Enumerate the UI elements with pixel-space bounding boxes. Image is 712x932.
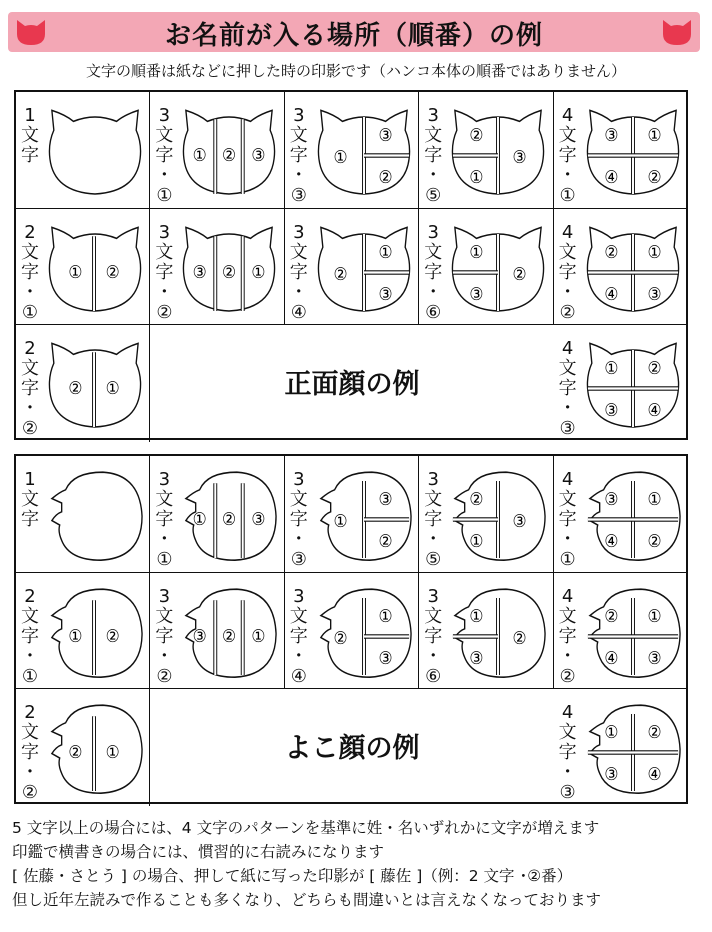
slot-number: ②: [469, 489, 484, 510]
label-char: ・: [424, 645, 443, 667]
slot-number: ①: [469, 167, 484, 188]
slot-number: ④: [604, 283, 619, 304]
slot-number: ②: [512, 263, 527, 285]
pattern-cell: [150, 573, 284, 690]
label-char: 3: [293, 105, 305, 126]
front-cat-face-icon: [554, 325, 688, 442]
pattern-cell: [554, 573, 688, 690]
front-cat-face-icon: [419, 92, 553, 209]
label-char: ③: [559, 782, 576, 804]
slot-number: ①: [604, 722, 619, 743]
slot-number: ①: [469, 241, 484, 263]
slot-number: ④: [647, 400, 662, 421]
label-char: 文: [424, 241, 443, 263]
slot-number: ①: [647, 241, 662, 263]
front-cat-face-icon: [554, 209, 688, 326]
label-char: ・: [289, 281, 308, 303]
pattern-cell: [285, 573, 419, 690]
side-caption: よこ顔の例: [284, 733, 420, 764]
label-char: ②: [21, 782, 39, 804]
slot-number: ①: [105, 742, 120, 763]
label-char: 4: [561, 338, 574, 360]
pattern-cell: [554, 209, 688, 326]
label-char: 文: [558, 489, 577, 510]
label-char: 字: [21, 261, 39, 283]
slot-number: ③: [192, 625, 208, 646]
label-char: ・: [558, 762, 577, 784]
slot-number: ①: [469, 531, 484, 552]
label-char: 文: [21, 125, 39, 146]
pattern-cell: [285, 209, 419, 326]
side-cat-face-icon: [554, 573, 688, 690]
slot-number: ③: [647, 647, 662, 668]
label-char: 2: [24, 585, 36, 607]
pattern-cell: [419, 456, 553, 573]
slot-number: ③: [647, 283, 662, 304]
label-char: ・: [21, 281, 39, 303]
label-char: ①: [21, 665, 39, 687]
pattern-cell: [150, 92, 284, 209]
slot-number: ③: [604, 489, 619, 510]
label-char: 字: [558, 509, 577, 530]
side-cat-face-icon: [554, 689, 688, 806]
slot-number: ①: [333, 147, 348, 168]
slot-number: ①: [378, 241, 393, 263]
slot-number: ①: [604, 358, 619, 379]
label-char: ・: [424, 529, 443, 550]
label-char: 2: [24, 338, 36, 360]
side-cat-face-icon: [16, 573, 150, 690]
side-cat-face-icon: [419, 573, 553, 690]
label-char: ②: [156, 301, 173, 323]
note-line: 5 文字以上の場合には、4 文字のパターンを基準に姓・名いずれかに文字が増えます: [12, 819, 600, 837]
page-title: お名前が入る場所（順番）の例: [164, 21, 543, 51]
label-char: 文: [558, 358, 577, 380]
label-char: 2: [24, 702, 36, 724]
slot-number: ①: [647, 605, 662, 627]
label-char: ①: [21, 301, 39, 323]
label-char: 文: [155, 605, 174, 627]
slot-number: ②: [222, 145, 237, 166]
label-char: ③: [290, 549, 307, 570]
slot-number: ②: [647, 167, 662, 188]
label-char: ④: [290, 665, 307, 687]
front-caption: 正面顔の例: [284, 369, 420, 400]
label-char: ①: [559, 549, 576, 570]
slot-number: ②: [68, 378, 83, 399]
slot-number: ③: [604, 125, 619, 146]
slot-number: ②: [105, 261, 120, 282]
pattern-cell: [285, 456, 419, 573]
front-cat-face-icon: [285, 209, 419, 326]
front-face-grid: [14, 90, 688, 440]
slot-number: ①: [469, 605, 484, 627]
slot-number: ①: [251, 261, 266, 282]
label-char: 文: [21, 241, 39, 263]
label-char: 文: [21, 722, 39, 744]
label-char: 文: [558, 722, 577, 744]
pattern-cell: [419, 209, 553, 326]
pattern-cell: [150, 456, 284, 573]
slot-number: ②: [647, 358, 662, 379]
slot-number: ③: [512, 511, 527, 532]
label-char: ・: [558, 529, 577, 550]
side-face-grid: [14, 454, 688, 804]
pattern-cell: [16, 209, 150, 326]
slot-number: ③: [378, 489, 393, 510]
label-char: ・: [155, 165, 174, 186]
slot-number: ②: [222, 509, 237, 530]
slot-number: ③: [251, 145, 266, 166]
label-char: ②: [559, 301, 576, 323]
slot-number: ②: [333, 263, 348, 285]
label-char: 文: [289, 605, 308, 627]
label-char: ・: [424, 281, 443, 303]
label-char: 3: [427, 585, 439, 607]
label-char: 3: [158, 585, 171, 607]
label-char: ①: [156, 185, 173, 206]
slot-number: ③: [192, 261, 208, 282]
label-char: 3: [293, 221, 305, 243]
note-line: [ 佐藤・さとう ] の場合、押して紙に写った印影が [ 藤佐 ]（例：2 文字 ･②番）: [12, 867, 573, 885]
front-cat-face-icon: [554, 92, 688, 209]
slot-number: ②: [512, 627, 527, 649]
side-cat-face-icon: [419, 456, 553, 573]
label-char: 文: [558, 241, 577, 263]
slot-number: ②: [469, 125, 484, 146]
slot-number: ①: [251, 625, 266, 646]
label-char: 文: [289, 125, 308, 146]
label-char: ・: [558, 645, 577, 667]
label-char: 3: [427, 221, 439, 243]
side-cat-face-icon: [285, 573, 419, 690]
label-char: 文: [155, 489, 174, 510]
pattern-cell: [16, 456, 150, 573]
label-char: ⑥: [425, 301, 442, 323]
label-char: 文: [289, 489, 308, 510]
slot-number: ①: [105, 378, 120, 399]
label-char: 文: [289, 241, 308, 263]
label-char: 3: [158, 469, 171, 490]
label-char: 字: [289, 145, 308, 166]
label-char: 字: [558, 261, 577, 283]
label-char: 4: [561, 469, 574, 490]
label-char: ・: [155, 281, 174, 303]
slot-number: ①: [647, 489, 662, 510]
side-cat-face-icon: [16, 456, 150, 573]
label-char: ②: [21, 418, 39, 440]
label-char: ④: [290, 301, 307, 323]
notes: [12, 816, 708, 912]
label-char: ・: [289, 529, 308, 550]
label-char: 字: [558, 742, 577, 764]
slot-number: ②: [333, 627, 348, 649]
pattern-cell: [16, 92, 150, 209]
pattern-cell: [419, 573, 553, 690]
note-line: 但し近年左読みで作ることも多くなり、どちらも間違いとは言えなくなっております: [12, 891, 602, 909]
label-char: 字: [424, 625, 443, 647]
pattern-cell: [419, 92, 553, 209]
pattern-cell: [16, 689, 150, 806]
slot-number: ②: [378, 167, 393, 188]
label-char: 1: [24, 469, 36, 490]
label-char: 字: [424, 261, 443, 283]
slot-number: ③: [378, 283, 393, 304]
label-char: 文: [424, 125, 443, 146]
front-cat-face-icon: [150, 92, 284, 209]
label-char: 1: [24, 105, 36, 126]
label-char: 4: [561, 105, 574, 126]
cat-face-icon: [660, 17, 694, 47]
subtitle: 文字の順番は紙などに押した時の印影です（ハンコ本体の順番ではありません）: [85, 62, 626, 80]
label-char: ・: [155, 529, 174, 550]
label-char: 2: [24, 221, 36, 243]
pattern-cell: [554, 325, 688, 442]
slot-number: ③: [604, 764, 619, 785]
label-char: 字: [558, 625, 577, 647]
label-char: 文: [21, 605, 39, 627]
slot-number: ①: [192, 509, 208, 530]
slot-number: ②: [68, 742, 83, 763]
slot-number: ③: [251, 509, 266, 530]
label-char: 字: [21, 145, 39, 166]
label-char: ③: [290, 185, 307, 206]
label-char: ①: [156, 549, 173, 570]
label-char: 字: [155, 261, 174, 283]
label-char: 字: [289, 261, 308, 283]
front-cat-face-icon: [16, 209, 150, 326]
label-char: ・: [21, 645, 39, 667]
label-char: 3: [427, 105, 439, 126]
pattern-cell: [554, 689, 688, 806]
slot-number: ②: [222, 261, 237, 282]
label-char: ・: [558, 281, 577, 303]
label-char: ②: [156, 665, 173, 687]
label-char: 文: [558, 605, 577, 627]
label-char: ・: [558, 398, 577, 420]
label-char: 4: [561, 221, 574, 243]
label-char: 字: [21, 742, 39, 764]
label-char: 文: [558, 125, 577, 146]
pattern-cell: [285, 92, 419, 209]
side-cat-face-icon: [285, 456, 419, 573]
slot-number: ④: [604, 167, 619, 188]
slot-number: ①: [68, 261, 83, 282]
slot-number: ③: [512, 147, 527, 168]
side-cat-face-icon: [16, 689, 150, 806]
slot-number: ①: [647, 125, 662, 146]
slot-number: ①: [68, 625, 83, 646]
pattern-cell: [16, 573, 150, 690]
label-char: 3: [293, 585, 305, 607]
label-char: 3: [158, 105, 171, 126]
note-line: 印鑑で横書きの場合には、慣習的に右読みになります: [12, 843, 385, 861]
slot-number: ④: [604, 531, 619, 552]
front-cat-face-icon: [150, 209, 284, 326]
pattern-cell: [150, 209, 284, 326]
front-cat-face-icon: [16, 92, 150, 209]
label-char: 文: [155, 125, 174, 146]
label-char: 4: [561, 702, 574, 724]
label-char: ・: [21, 398, 39, 420]
label-char: 文: [21, 489, 39, 510]
label-char: ③: [559, 418, 576, 440]
slot-number: ②: [222, 625, 237, 646]
side-cat-face-icon: [554, 456, 688, 573]
slot-number: ④: [647, 764, 662, 785]
title-banner: [8, 12, 700, 52]
label-char: ①: [559, 185, 576, 206]
slot-number: ②: [378, 531, 393, 552]
slot-number: ③: [378, 647, 393, 668]
label-char: 字: [21, 378, 39, 400]
slot-number: ①: [333, 511, 348, 532]
side-cat-face-icon: [150, 456, 284, 573]
slot-number: ③: [604, 400, 619, 421]
slot-number: ②: [604, 241, 619, 263]
label-char: 文: [21, 358, 39, 380]
slot-number: ④: [604, 647, 619, 668]
label-char: ・: [558, 165, 577, 186]
label-char: 4: [561, 585, 574, 607]
label-char: 字: [21, 509, 39, 530]
label-char: 字: [558, 145, 577, 166]
slot-number: ②: [604, 605, 619, 627]
front-cat-face-icon: [419, 209, 553, 326]
label-char: 文: [155, 241, 174, 263]
label-char: 文: [424, 605, 443, 627]
label-char: 字: [155, 509, 174, 530]
label-char: 3: [427, 469, 439, 490]
label-char: ・: [21, 762, 39, 784]
label-char: ・: [424, 165, 443, 186]
slot-number: ③: [378, 125, 393, 146]
label-char: 字: [424, 509, 443, 530]
slot-number: ①: [192, 145, 208, 166]
front-cat-face-icon: [16, 325, 150, 442]
label-char: ⑤: [425, 549, 442, 570]
slot-number: ①: [378, 605, 393, 627]
pattern-cell: [554, 92, 688, 209]
slot-number: ②: [647, 531, 662, 552]
slot-number: ③: [469, 647, 484, 668]
label-char: ⑤: [425, 185, 442, 206]
slot-number: ②: [647, 722, 662, 743]
label-char: 字: [21, 625, 39, 647]
label-char: ⑥: [425, 665, 442, 687]
label-char: 字: [155, 625, 174, 647]
label-char: 3: [158, 221, 171, 243]
label-char: 3: [293, 469, 305, 490]
pattern-cell: [16, 325, 150, 442]
label-char: ・: [155, 645, 174, 667]
label-char: ②: [559, 665, 576, 687]
label-char: 字: [558, 378, 577, 400]
label-char: 字: [289, 509, 308, 530]
front-cat-face-icon: [285, 92, 419, 209]
label-char: 字: [155, 145, 174, 166]
slot-number: ②: [105, 625, 120, 646]
side-cat-face-icon: [150, 573, 284, 690]
label-char: 字: [424, 145, 443, 166]
pattern-cell: [554, 456, 688, 573]
label-char: ・: [289, 165, 308, 186]
slot-number: ③: [469, 283, 484, 304]
label-char: ・: [289, 645, 308, 667]
label-char: 字: [289, 625, 308, 647]
label-char: 文: [424, 489, 443, 510]
